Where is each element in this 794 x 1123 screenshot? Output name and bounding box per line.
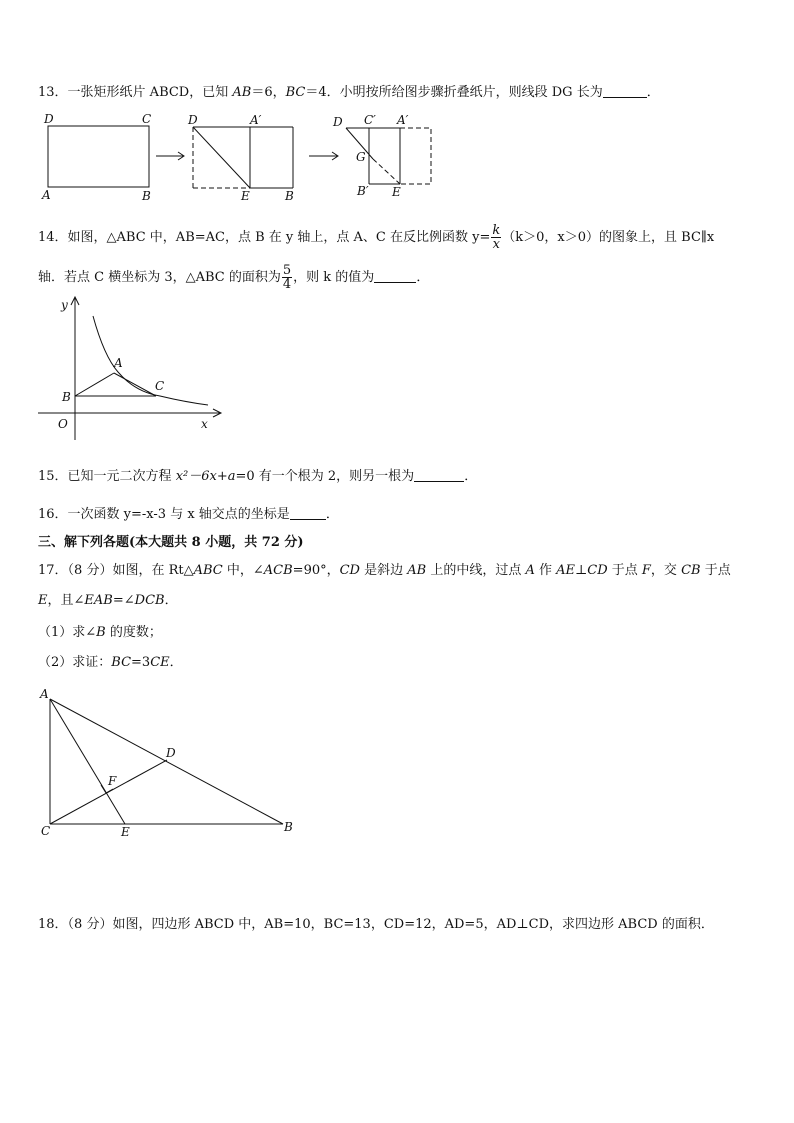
label-c: C <box>155 379 165 393</box>
segment-ae <box>50 699 125 824</box>
label-a: A <box>42 188 51 202</box>
label-c-prime: C′ <box>364 113 376 127</box>
question-17-part-1: （1）求∠B 的度数； <box>38 625 162 640</box>
label-b: B <box>62 390 71 404</box>
label-e: E <box>241 189 250 203</box>
fraction-k-over-x: $\frac{k}{x}$ <box>492 223 501 252</box>
question-14-line-1: 14．如图，△ABC 中，AB=AC，点 B 在 y 轴上，点 A、C 在反比例函数 y= $\frac{k}{x}$ （k＞0，x＞0）的图象上，且 BC∥x <box>38 223 715 252</box>
label-a-prime-3: A′ <box>397 113 409 127</box>
question-16-text: 16．一次函数 y=-x-3 与 x 轴交点的坐标是 ． <box>38 507 339 522</box>
label-a: A <box>40 687 49 701</box>
label-e3: E <box>392 185 401 199</box>
question-17-line-1: 17．（8 分）如图，在 Rt△ABC 中，∠ACB=90°，CD 是斜边 AB 上的中线，过点 A 作 AE⊥CD 于点 F，交 CB 于点 <box>38 563 731 578</box>
label-b2: B <box>285 189 294 203</box>
label-a: A <box>114 356 123 370</box>
label-d2: D <box>188 113 198 127</box>
question-14-line-2: 轴．若点 C 横坐标为 3，△ABC 的面积为 $\frac{5}{4}$ ，则 k 的值为 ． <box>38 263 430 292</box>
label-c: C <box>142 112 152 126</box>
label-d3: D <box>333 115 343 129</box>
label-b-prime: B′ <box>357 184 369 198</box>
question-17-line-2: E，且∠EAB=∠DCB． <box>38 593 178 608</box>
fraction-5-over-4: $\frac{5}{4}$ <box>282 263 292 292</box>
label-c: C <box>41 824 51 838</box>
label-a-prime: A′ <box>250 113 262 127</box>
label-b: B <box>142 189 151 203</box>
label-b: B <box>284 820 293 834</box>
label-y: y <box>61 298 68 312</box>
label-x: x <box>201 417 208 431</box>
label-o: O <box>58 417 68 431</box>
section-3-heading: 三、解下列各题(本大题共 8 小题，共 72 分) <box>38 535 304 550</box>
label-f: F <box>108 774 117 788</box>
question-18-text: 18．（8 分）如图，四边形 ABCD 中，AB=10，BC=13，CD=12，AD=5，AD⊥CD，求四边形 ABCD 的面积． <box>38 917 714 932</box>
question-15-text: 15．已知一元二次方程 x²－6x+a=0 有一个根为 2，则另一根为 ． <box>38 469 478 484</box>
question-13-text: 13．一张矩形纸片 ABCD，已知 AB＝6，BC＝4．小明按所给图步骤折叠纸片，则线段 DG 长为 ． <box>38 85 660 100</box>
question-17-part-2: （2）求证：BC=3CE． <box>38 655 183 670</box>
label-d: D <box>166 746 176 760</box>
label-e: E <box>121 825 130 839</box>
label-g: G <box>356 150 366 164</box>
label-d: D <box>44 112 54 126</box>
